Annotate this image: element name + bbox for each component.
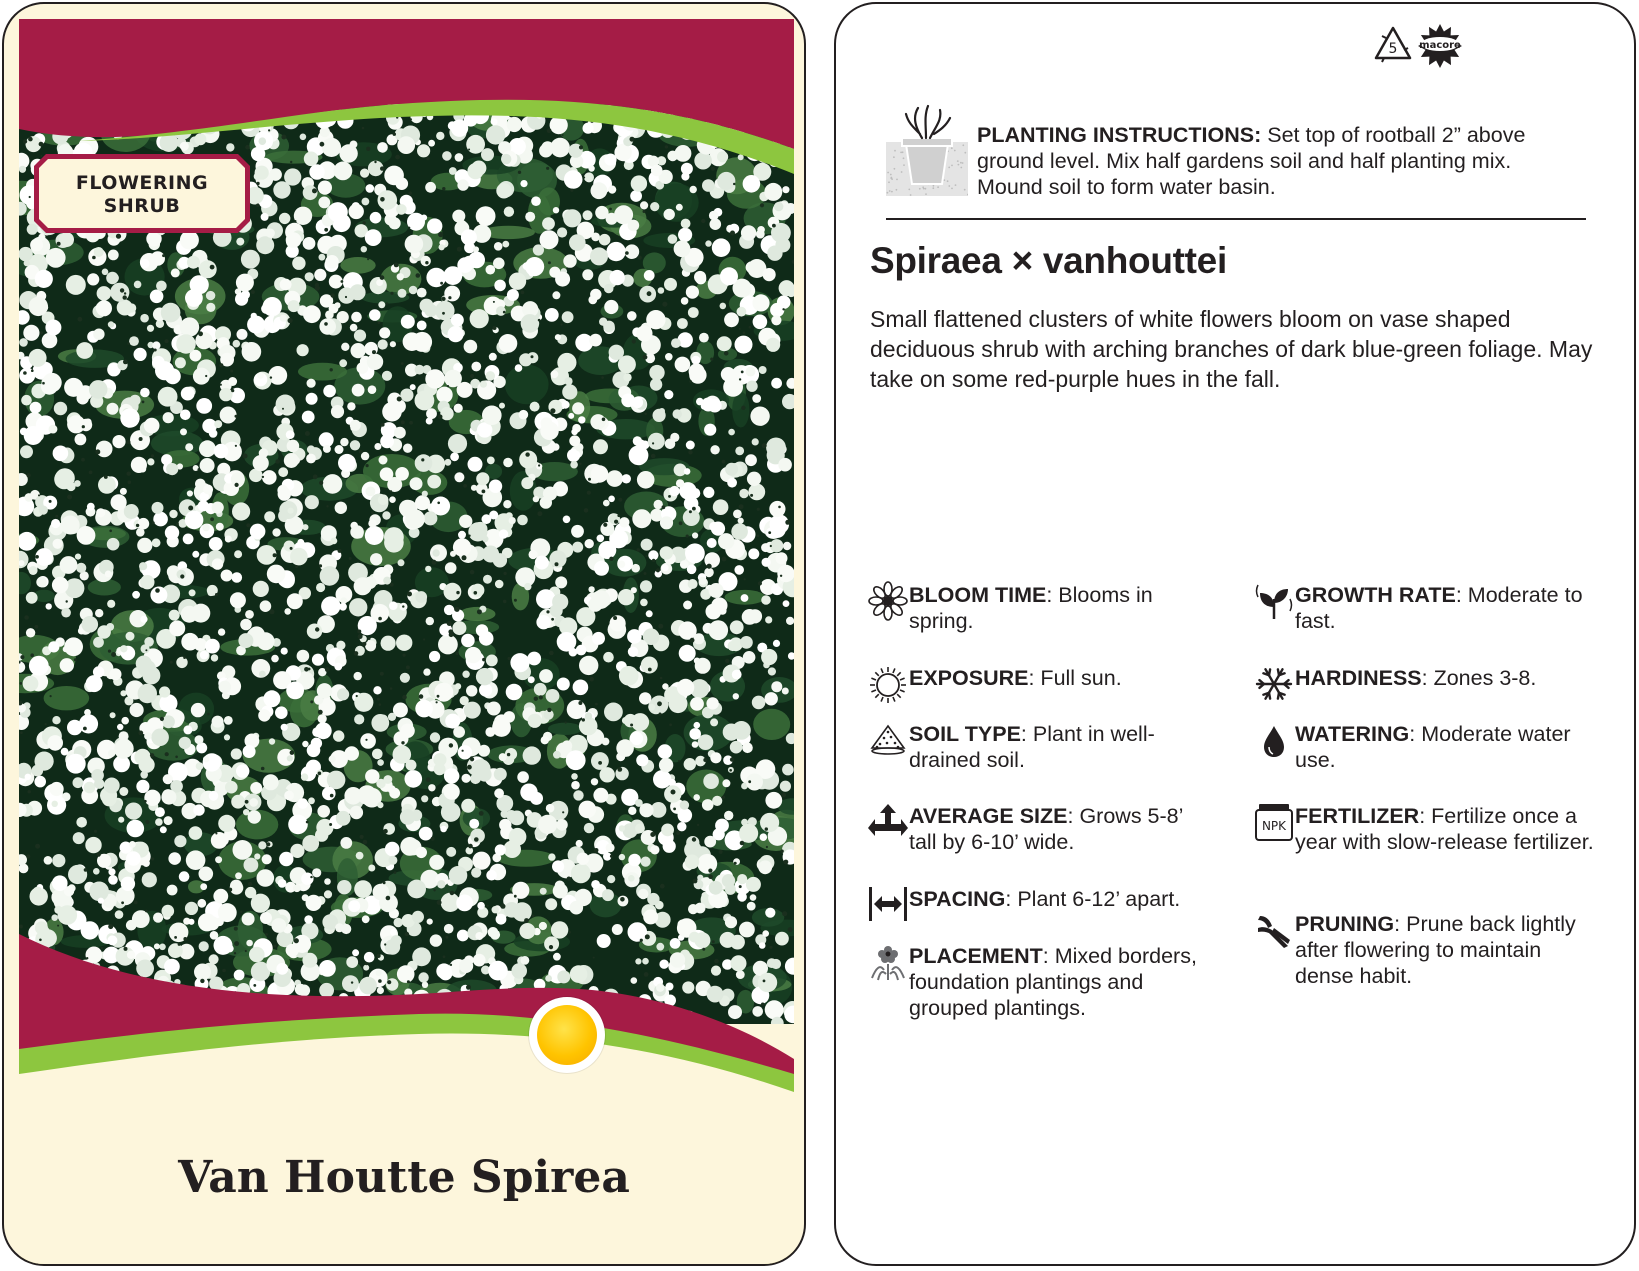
attr-label: EXPOSURE [909, 666, 1029, 690]
spacing-icon [868, 885, 908, 925]
attr-value: : Moderate water use. [1295, 722, 1571, 772]
attr-soil-type [868, 721, 1209, 773]
attr-label: BLOOM TIME [909, 583, 1047, 607]
size-arrows-icon [868, 802, 908, 842]
soil-icon [868, 720, 908, 760]
snowflake-icon [1254, 664, 1294, 704]
plant-description: Small flattened clusters of white flowers bloom on vase shaped deciduous shrub with arching branches of dark blue-green foliage. May take on some red-purple hues in the fall. [870, 306, 1593, 392]
attr-pruning [1254, 911, 1595, 989]
recycle-number: 5 [1388, 41, 1398, 57]
badge-line2: SHRUB [103, 195, 181, 217]
attr-watering [1254, 721, 1595, 773]
planting-label: PLANTING INSTRUCTIONS: [977, 123, 1262, 147]
front-card [2, 2, 806, 1266]
attr-value: : Mixed borders, foundation plantings and grouped plantings. [909, 944, 1197, 1020]
common-name: Van Houtte Spirea [178, 1152, 630, 1203]
attr-bloom-time [868, 582, 1209, 634]
planting-instructions [977, 122, 1577, 200]
flower-icon [868, 581, 908, 621]
attr-spacing [868, 886, 1209, 925]
attr-value: : Blooms in spring. [909, 583, 1153, 633]
back-card [834, 2, 1636, 1266]
attr-label: SPACING [909, 887, 1006, 911]
category-badge [34, 154, 250, 233]
sprout-icon [1254, 581, 1294, 621]
attr-value: : Plant 6-12’ apart. [1005, 887, 1181, 911]
pot-icon [886, 104, 968, 196]
water-drop-icon [1254, 720, 1294, 760]
attr-value: : Prune back lightly after flowering to maintain dense habit. [1295, 912, 1576, 988]
bottom-wave [19, 934, 794, 1264]
planting-text: Set top of rootball 2” above ground level. Mix half gardens soil and half planting mix. Mound soil to form water basin. [977, 123, 1526, 199]
attr-label: PLACEMENT [909, 944, 1043, 968]
svg-text:NPK: NPK [1261, 819, 1287, 833]
placement-icon [868, 942, 908, 982]
attr-value: : Moderate to fast. [1295, 583, 1583, 633]
attr-hardiness [1254, 665, 1595, 704]
attr-value: : Grows 5-8’ tall by 6-10’ wide. [909, 804, 1183, 854]
attr-fertilizer [1254, 803, 1595, 855]
badge-line1: FLOWERING [75, 172, 209, 194]
npk-icon [1254, 802, 1294, 842]
sun-icon [868, 664, 908, 704]
recycle-icon [1372, 24, 1414, 66]
attr-label: PRUNING [1295, 912, 1395, 936]
attr-average-size [868, 803, 1209, 855]
attr-growth-rate [1254, 582, 1595, 634]
svg-text:macore: macore [1419, 40, 1461, 51]
attr-value: : Fertilize once a year with slow-release fertilizer. [1295, 804, 1594, 854]
white-flower-photo [19, 104, 794, 1024]
pruners-icon [1254, 910, 1294, 950]
attr-label: WATERING [1295, 722, 1410, 746]
attr-value: : Plant in well-drained soil. [909, 722, 1155, 772]
macore-logo-icon [1416, 22, 1464, 70]
botanical-name: Spiraea × vanhouttei [870, 240, 1227, 281]
divider [886, 218, 1586, 220]
attr-value: : Zones 3-8. [1421, 666, 1537, 690]
attr-label: GROWTH RATE [1295, 583, 1456, 607]
attr-label: AVERAGE SIZE [909, 804, 1068, 828]
attr-label: HARDINESS [1295, 666, 1422, 690]
attr-exposure [868, 665, 1209, 704]
full-sun-icon [529, 997, 605, 1073]
attr-label: FERTILIZER [1295, 804, 1420, 828]
attr-value: : Full sun. [1028, 666, 1122, 690]
attr-placement [868, 943, 1209, 1021]
attr-label: SOIL TYPE [909, 722, 1021, 746]
